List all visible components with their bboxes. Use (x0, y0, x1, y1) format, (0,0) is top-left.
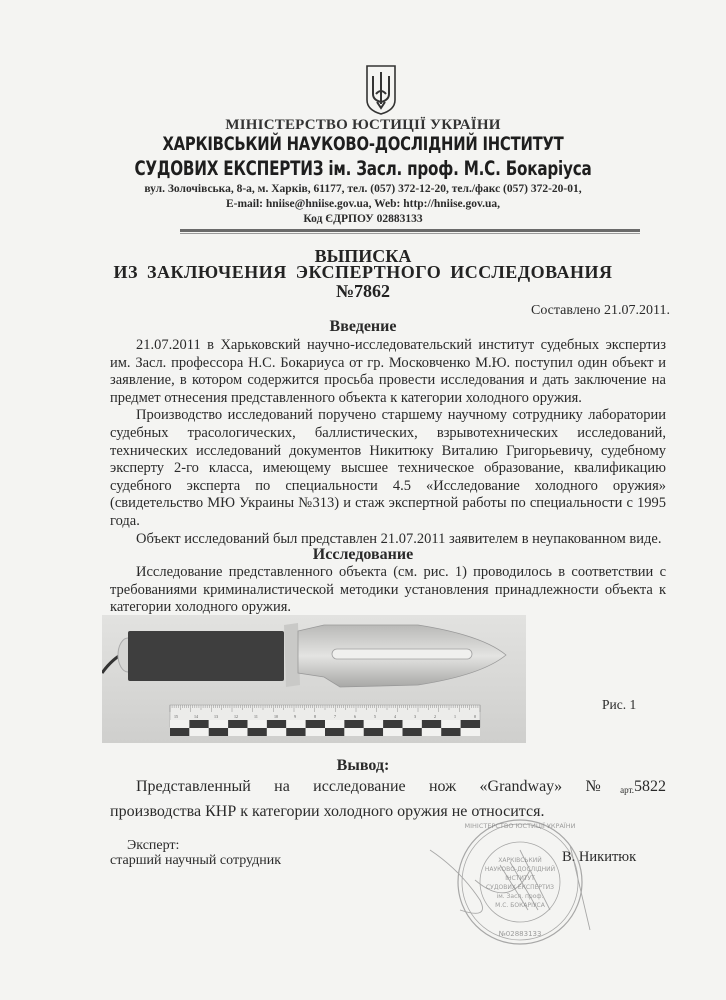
ruler-label: 6 (354, 714, 356, 719)
official-stamp (420, 810, 592, 960)
ruler-check (209, 720, 228, 728)
intro-paragraph: Производство исследований поручено старшему научному сотруднику лаборатории судебных трасологических, баллистических, взрывотехнических исследований, технических исследований документов Никитюку Виталию Григорьевичу, судебному эксперту 2-го класса, имеющему высшее техническое образование, квалификацию судебного эксперта по специальности 4.5 «Исследование холодного оружия» (свидетельство МЮ Украины №313) и стаж экспертной работы по специальности с 1995 года. (110, 407, 666, 529)
ruler-label: 1 (454, 714, 456, 719)
ruler-check (267, 720, 286, 728)
ruler-label: 10 (274, 714, 278, 719)
ruler-check (344, 720, 363, 728)
stamp-code: №02883133 (498, 930, 542, 938)
ruler-check (170, 720, 189, 728)
ruler-check (403, 728, 422, 736)
ruler-label: 12 (234, 714, 238, 719)
ruler-label: 13 (214, 714, 218, 719)
ruler-label: 15 (174, 714, 178, 719)
expert-label: Эксперт: (127, 838, 180, 853)
expert-position: старший научный сотрудник (110, 853, 282, 868)
ruler-check (189, 720, 208, 728)
article-abbrev: арт. (620, 785, 634, 795)
ruler-check (422, 720, 441, 728)
intro-paragraph: Объект исследований был представлен 21.07.2011 заявителем в неупакованном виде. (136, 530, 662, 547)
address-line1: вул. Золочівська, 8-а, м. Харків, 61177, тел. (057) 372-12-20, тел./факс (057) 372-20-01, (144, 183, 582, 195)
stamp-text: СУДОВИХ ЕКСПЕРТИЗ (485, 884, 555, 891)
ruler-check (228, 720, 247, 728)
ruler-check (461, 720, 480, 728)
doc-number: №7862 (335, 281, 391, 301)
stamp-text: ХАРКІВСЬКИЙ (498, 857, 542, 864)
ruler-check (286, 728, 305, 736)
ruler-check (344, 728, 363, 736)
ruler-label: 9 (294, 714, 296, 719)
ruler-label: 8 (314, 714, 316, 719)
composed-date: Составлено 21.07.2011. (530, 303, 670, 318)
ruler-check (441, 728, 460, 736)
article-number: 5822 (634, 778, 666, 795)
ruler-check (248, 720, 267, 728)
conclusion-text-line1 (110, 776, 666, 801)
research-heading: Исследование (312, 546, 414, 563)
conclusion-text: Представленный на исследование нож «Grandway» № (136, 778, 621, 795)
ruler-check (170, 728, 189, 736)
edrpou-code: Код ЄДРПОУ 02883133 (303, 213, 423, 225)
intro-heading: Введение (329, 318, 397, 335)
ruler-check (364, 728, 383, 736)
signer-name: В. Никитюк (562, 849, 637, 865)
doc-title: ВЫПИСКА (314, 246, 412, 266)
knife-photo (102, 615, 526, 743)
ruler-check (403, 720, 422, 728)
header-divider-thin (180, 233, 640, 234)
ruler-check (364, 720, 383, 728)
ruler-label: 4 (394, 714, 396, 719)
ruler-check (325, 720, 344, 728)
research-paragraph: Исследование представленного объекта (см. рис. 1) проводилось в соответствии с требованиями криминалистической методики установления принадлежности объекта к категории холодного оружия. (110, 564, 666, 616)
ruler-check (189, 728, 208, 736)
figure-caption: Рис. 1 (602, 697, 637, 712)
ruler-check (209, 728, 228, 736)
scale-ruler (170, 705, 480, 736)
intro-paragraph: 21.07.2011 в Харьковский научно-исследовательский институт судебных экспертиз им. Засл. профессора Н.С. Бокариуса от гр. Московченко М.Ю. поступил один объект и заявление, в котором содержится просьба провести исследования и дать заключение на предмет отнесения представленного объекта к категории холодного оружия. (110, 337, 666, 406)
contact-line: E-mail: hniise@hniise.gov.ua, Web: http://hniise.gov.ua, (225, 198, 501, 210)
conclusion-text-line2: производства КНР к категории холодного оружия не относится. (110, 803, 545, 820)
institute-name-line2: СУДОВИХ ЕКСПЕРТИЗ ім. Засл. проф. М.С. Бокаріуса (134, 157, 592, 180)
ruler-label: 11 (254, 714, 258, 719)
ministry-name: МІНІСТЕРСТВО ЮСТИЦІЇ УКРАЇНИ (225, 117, 501, 133)
intro-section (110, 337, 666, 548)
ruler-label: 7 (334, 714, 336, 719)
ruler-check (306, 720, 325, 728)
ruler-check (228, 728, 247, 736)
ruler-check (441, 720, 460, 728)
ruler-check (383, 720, 402, 728)
ruler-check (306, 728, 325, 736)
ruler-check (461, 728, 480, 736)
ruler-check (267, 728, 286, 736)
ruler-label: 2 (434, 714, 436, 719)
ruler-check (422, 728, 441, 736)
stamp-outer-text: МІНІСТЕРСТВО ЮСТИЦІЇ УКРАЇНИ (464, 822, 576, 830)
research-section (110, 564, 666, 617)
ruler-label: 0 (474, 714, 476, 719)
ruler-label: 3 (414, 714, 416, 719)
ruler-check (383, 728, 402, 736)
stamp-text: ім. Засл. проф. (496, 893, 544, 900)
doc-subtitle: ИЗ ЗАКЛЮЧЕНИЯ ЭКСПЕРТНОГО ИССЛЕДОВАНИЯ (113, 262, 613, 282)
ruler-check (286, 720, 305, 728)
knife-handle (128, 631, 284, 681)
stamp-text: НАУКОВО-ДОСЛІДНИЙ (484, 866, 556, 873)
stamp-text: М.С. БОКАРІУСА (495, 902, 545, 909)
conclusion-heading: Вывод: (336, 757, 390, 774)
stamp-text: ІНСТИТУТ (505, 875, 535, 882)
ruler-check (325, 728, 344, 736)
ruler-label: 5 (374, 714, 376, 719)
institute-name-line1: ХАРКІВСЬКИЙ НАУКОВО-ДОСЛІДНИЙ ІНСТИТУТ (162, 133, 564, 155)
ruler-label: 14 (194, 714, 198, 719)
trident-coat-of-arms-icon (364, 64, 398, 116)
ruler-check (248, 728, 267, 736)
header-divider (180, 229, 640, 232)
